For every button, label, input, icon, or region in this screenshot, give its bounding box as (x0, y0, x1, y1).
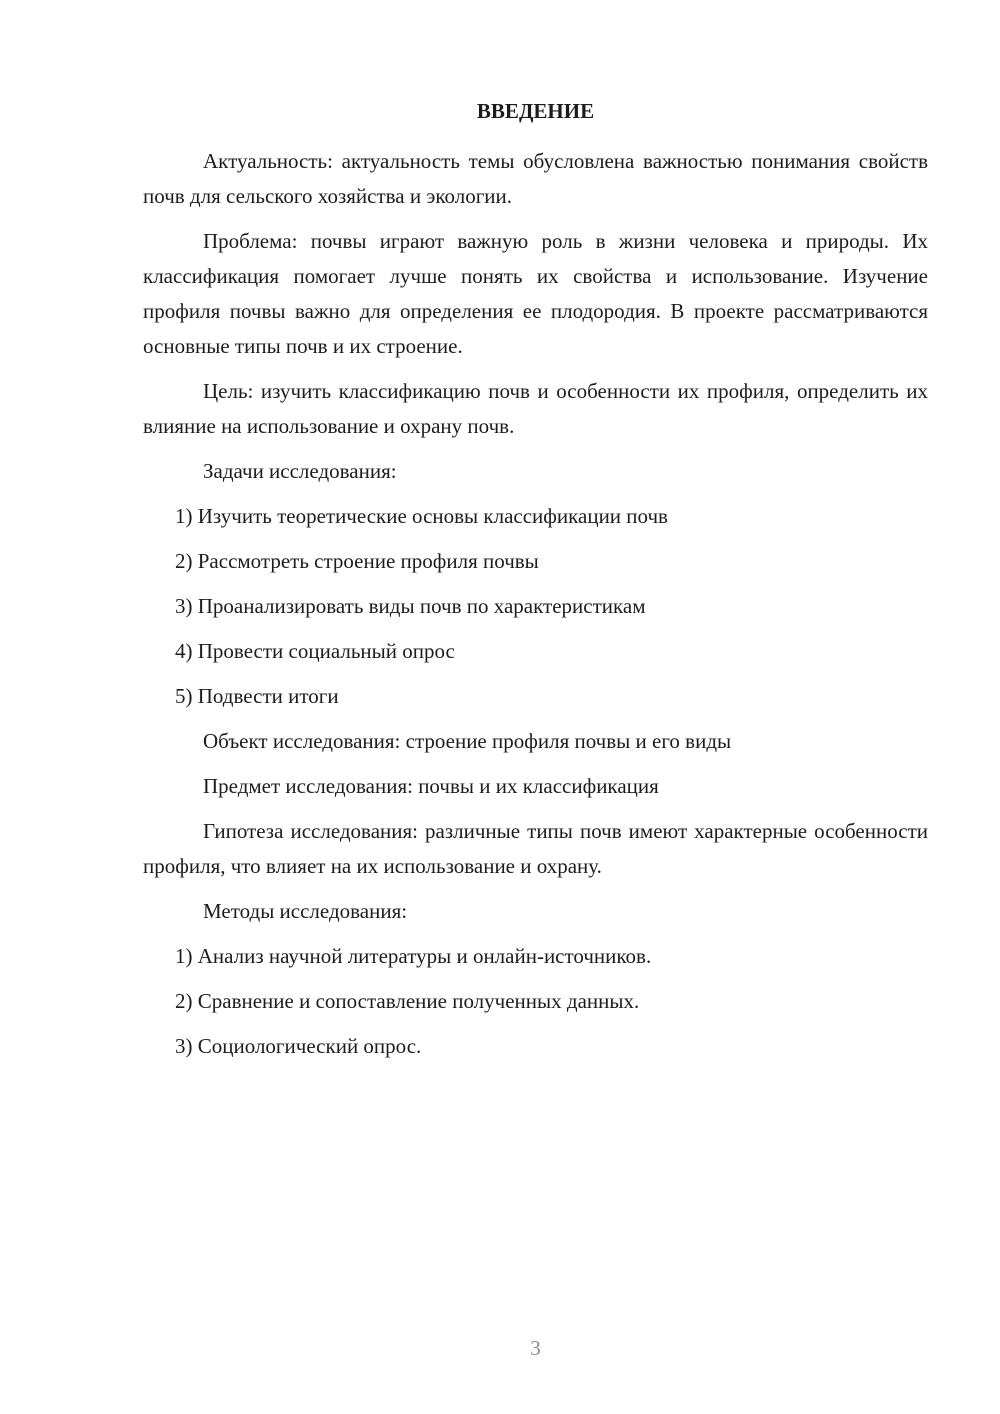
list-item: 3) Социологический опрос. (175, 1034, 422, 1058)
methods-list (143, 939, 928, 1064)
tasks-list (143, 499, 928, 714)
list-item: 4) Провести социальный опрос (175, 639, 455, 663)
problem-paragraph: Проблема: почвы играют важную роль в жизни человека и природы. Их классификация помогает лучше понять их свойства и использование. Изучение профиля почвы важно для определения ее плодородия. В проекте рассматриваются основные типы почв и их строение. (143, 229, 928, 358)
methods-heading: Методы исследования: (203, 899, 408, 923)
list-item: 3) Проанализировать виды почв по характеристикам (175, 594, 646, 618)
document-page (143, 0, 928, 1414)
subject-paragraph: Предмет исследования: почвы и их классификация (203, 774, 659, 798)
object-paragraph: Объект исследования: строение профиля почвы и его виды (203, 729, 732, 753)
list-item: 1) Анализ научной литературы и онлайн-источников. (175, 944, 652, 968)
page-title: ВВЕДЕНИЕ (476, 99, 595, 123)
page-number: 3 (530, 1336, 541, 1360)
relevance-paragraph: Актуальность: актуальность темы обусловлена важностью понимания свойств почв для сельского хозяйства и экологии. (143, 149, 928, 208)
document-body (143, 144, 928, 1074)
list-item: 1) Изучить теоретические основы классификации почв (175, 504, 668, 528)
list-item: 5) Подвести итоги (175, 684, 339, 708)
tasks-heading: Задачи исследования: (203, 459, 397, 483)
goal-paragraph: Цель: изучить классификацию почв и особенности их профиля, определить их влияние на использование и охрану почв. (143, 379, 928, 438)
hypothesis-paragraph: Гипотеза исследования: различные типы почв имеют характерные особенности профиля, что влияет на их использование и охрану. (143, 819, 928, 878)
list-item: 2) Рассмотреть строение профиля почвы (175, 549, 539, 573)
list-item: 2) Сравнение и сопоставление полученных данных. (175, 989, 640, 1013)
